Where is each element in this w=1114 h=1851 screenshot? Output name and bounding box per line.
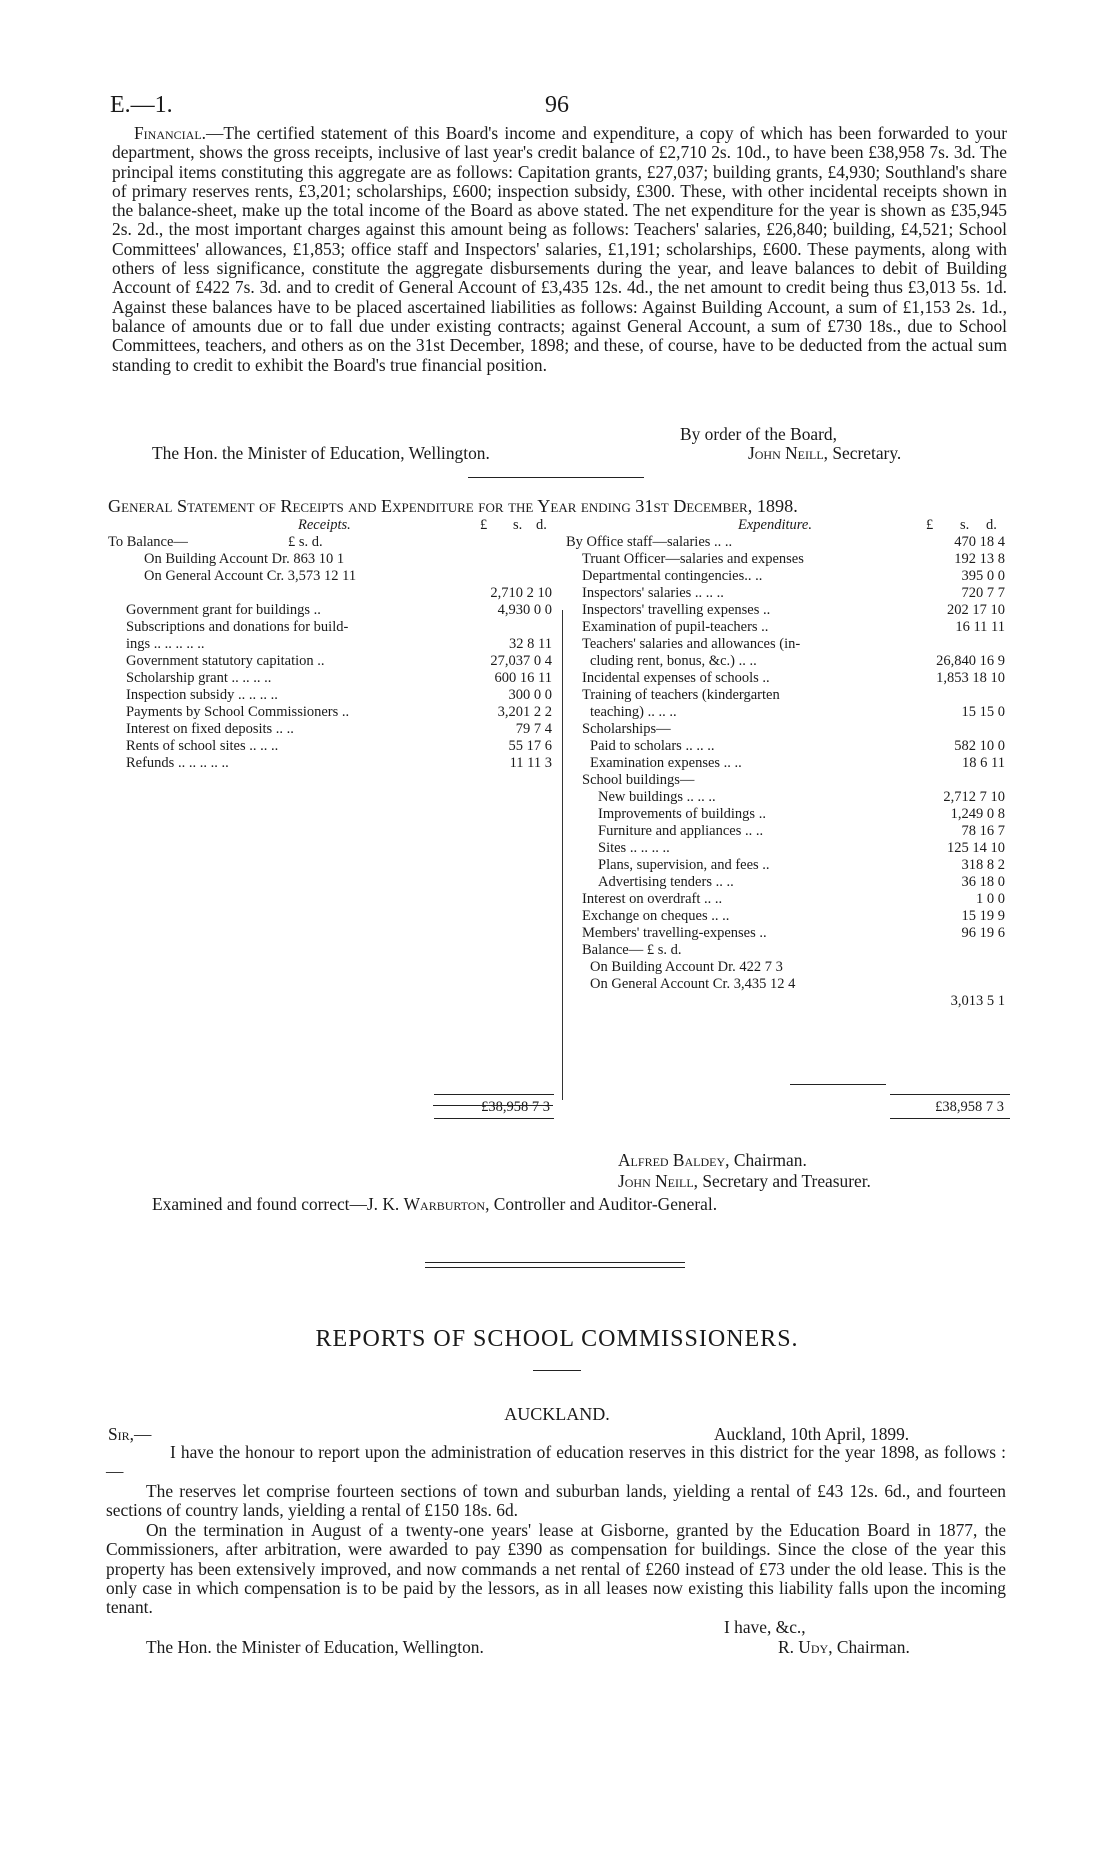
examined-pre: Examined and found correct—J. K. bbox=[152, 1194, 404, 1214]
expenditure-amount: 96 19 6 bbox=[961, 925, 1005, 941]
expenditure-label: teaching) .. .. .. bbox=[590, 704, 677, 720]
receipts-row bbox=[108, 738, 556, 755]
expenditure-row bbox=[566, 704, 1011, 721]
receipts-amount: 3,201 2 2 bbox=[497, 704, 552, 720]
receipts-label: Rents of school sites .. .. .. bbox=[126, 738, 279, 754]
expenditure-row bbox=[566, 891, 1011, 908]
expenditure-label: Sites .. .. .. .. bbox=[598, 840, 670, 856]
expenditure-amount: 720 7 7 bbox=[961, 585, 1005, 601]
expenditure-total-rule-top bbox=[890, 1094, 1010, 1095]
expenditure-row bbox=[566, 959, 1011, 976]
expenditure-row bbox=[566, 840, 1011, 857]
expenditure-amount: 1,853 18 10 bbox=[936, 670, 1005, 686]
expenditure-row bbox=[566, 755, 1011, 772]
expenditure-label: Improvements of buildings .. bbox=[598, 806, 766, 822]
expenditure-label: Training of teachers (kindergarten bbox=[582, 687, 780, 703]
expenditure-row bbox=[566, 789, 1011, 806]
expenditure-amount: 470 18 4 bbox=[954, 534, 1005, 550]
receipts-label: Government statutory capitation .. bbox=[126, 653, 325, 669]
receipts-total: £38,958 7 3 bbox=[481, 1099, 550, 1115]
expenditure-amount: 16 11 11 bbox=[955, 619, 1005, 635]
expenditure-label: Advertising tenders .. .. bbox=[598, 874, 734, 890]
financial-signer-role: , Secretary. bbox=[823, 443, 902, 463]
receipts-label: Subscriptions and donations for build- bbox=[126, 619, 349, 635]
auditor-name: Warburton bbox=[403, 1194, 486, 1214]
expenditure-label: Scholarships— bbox=[582, 721, 671, 737]
expenditure-amount: 1 0 0 bbox=[976, 891, 1005, 907]
expenditure-row bbox=[566, 636, 1011, 653]
expenditure-label: Members' travelling-expenses .. bbox=[582, 925, 767, 941]
receipts-header-row bbox=[108, 517, 556, 534]
expenditure-label: Paid to scholars .. .. .. bbox=[590, 738, 715, 754]
expenditure-row bbox=[566, 670, 1011, 687]
receipts-amount: 2,710 2 10 bbox=[490, 585, 552, 601]
expenditure-amount: 1,249 0 8 bbox=[950, 806, 1005, 822]
double-rule-bottom bbox=[425, 1267, 685, 1268]
by-order-line: By order of the Board, bbox=[680, 424, 837, 444]
receipts-row bbox=[108, 653, 556, 670]
expenditure-amount: 15 15 0 bbox=[961, 704, 1005, 720]
section-divider bbox=[468, 477, 644, 478]
expenditure-row bbox=[566, 738, 1011, 755]
expenditure-amount: 36 18 0 bbox=[961, 874, 1005, 890]
expenditure-amount: 3,013 5 1 bbox=[950, 993, 1005, 1009]
expenditure-amount: 202 17 10 bbox=[947, 602, 1005, 618]
receipts-amount: 27,037 0 4 bbox=[490, 653, 552, 669]
receipts-amount: 11 11 3 bbox=[509, 755, 552, 771]
column-divider bbox=[562, 610, 563, 1100]
receipts-label: Refunds .. .. .. .. .. bbox=[126, 755, 229, 771]
expenditure-row bbox=[566, 857, 1011, 874]
reports-signer-name: R. Udy bbox=[778, 1637, 829, 1657]
expenditure-label: Incidental expenses of schools .. bbox=[582, 670, 770, 686]
receipts-row bbox=[108, 534, 556, 551]
financial-paragraph bbox=[112, 124, 1007, 375]
secretary-name: John Neill bbox=[618, 1171, 694, 1191]
expenditure-row bbox=[566, 823, 1011, 840]
receipts-label: On General Account Cr. 3,573 12 11 bbox=[144, 568, 357, 584]
receipts-row bbox=[108, 687, 556, 704]
expenditure-amount: 26,840 16 9 bbox=[936, 653, 1005, 669]
expenditure-label: Inspectors' travelling expenses .. bbox=[582, 602, 771, 618]
expenditure-label: School buildings— bbox=[582, 772, 695, 788]
lsd-shilling: s. bbox=[513, 517, 523, 533]
reports-title: REPORTS OF SCHOOL COMMISSIONERS. bbox=[315, 1326, 799, 1352]
financial-addressee: The Hon. the Minister of Education, Wellington. bbox=[152, 443, 490, 463]
closing: I have, &c., bbox=[724, 1617, 806, 1637]
receipts-label: Government grant for buildings .. bbox=[126, 602, 321, 618]
receipts-row bbox=[108, 585, 556, 602]
document-code: E.—1. bbox=[110, 92, 173, 118]
secretary-signature bbox=[618, 1171, 871, 1192]
expenditure-row bbox=[566, 925, 1011, 942]
reports-addressee: The Hon. the Minister of Education, Wellington. bbox=[146, 1637, 484, 1657]
expenditure-label: Furniture and appliances .. .. bbox=[598, 823, 764, 839]
receipts-row bbox=[108, 568, 556, 585]
expenditure-table bbox=[566, 517, 1011, 1010]
receipts-row bbox=[108, 670, 556, 687]
expenditure-row bbox=[566, 602, 1011, 619]
salutation: Sir,— bbox=[108, 1424, 152, 1444]
examined-post: , Controller and Auditor-General. bbox=[485, 1194, 718, 1214]
lsd-pence: d. bbox=[536, 517, 547, 533]
exp-lsd-pound: £ bbox=[926, 517, 934, 533]
receipts-amount: 55 17 6 bbox=[508, 738, 552, 754]
expenditure-label: Examination of pupil-teachers .. bbox=[582, 619, 769, 635]
receipts-row bbox=[108, 721, 556, 738]
expenditure-amount: 582 10 0 bbox=[954, 738, 1005, 754]
expenditure-row bbox=[566, 568, 1011, 585]
expenditure-row bbox=[566, 534, 1011, 551]
report-paragraph-3: On the termination in August of a twenty-one years' lease at Gisborne, granted by the Education Board in 1877, the Commissioners, after arbitration, were awarded to pay £390 as compensation for buildings. Since the close of the year this property has been extensively improved, and now commands a net rental of £260 instead of £73 under the old lease. This is the only case in which compensation is to be paid by the lessors, as in all leases now existing this liability falls upon the incoming tenant. bbox=[106, 1520, 1006, 1618]
expenditure-row bbox=[566, 687, 1011, 704]
expenditure-label: Examination expenses .. .. bbox=[590, 755, 742, 771]
financial-text: —The certified statement of this Board's income and expenditure, a copy of which has been forwarded to your department, shows the gross receipts, inclusive of last year's credit balance of £2,710 2s. 10d., to have been £38,958 7s. 3d. The principal items constituting this aggregate are as follows: Capitation grants, £27,037; building grants, £4,930; Southland's share of primary reserves rents, £3,201; scholarships, £600; inspection subsidy, £300. These, with other incidental receipts shown in the balance-sheet, make up the total income of the Board as above stated. The net expenditure for the year is shown as £35,945 2s. 2d., the most important charges against this amount being as follows: Teachers' salaries, £26,840; building, £4,521; School Committees' allowances, £1,853; office staff and Inspectors' salaries, £1,191; scholarships, £600. These payments, along with others of less significance, constitute the aggregate disbursements during the year, and leave balances to debit of Building Account of £422 7s. 3d. and to credit of General Account of £3,435 12s. 4d., the net amount to credit being thus £3,013 5s. 1d. Against these balances have to be placed ascertained liabilities as follows: Against Building Account, a sum of £1,153 2s. 1d., balance of amounts due or to fall due under existing contracts; against General Account, a sum of £730 18s., due to School Committees, teachers, and others as on the 31st December, 1898; and these, of course, have to be deducted from the actual sum standing to credit to exhibit the Board's true financial position. bbox=[112, 123, 1007, 375]
report-paragraph-2: The reserves let comprise fourteen sections of town and suburban lands, yielding a rental of £43 12s. 6d., and fourteen sections of country lands, yielding a rental of £150 18s. 6d. bbox=[106, 1481, 1006, 1521]
reports-signer-role: , Chairman. bbox=[828, 1637, 910, 1657]
expenditure-amount: 2,712 7 10 bbox=[943, 789, 1005, 805]
receipts-sub-heading: £ s. d. bbox=[288, 534, 323, 550]
exp-lsd-shilling: s. bbox=[960, 517, 970, 533]
expenditure-label: Plans, supervision, and fees .. bbox=[598, 857, 770, 873]
receipts-label: Inspection subsidy .. .. .. .. bbox=[126, 687, 278, 703]
expenditure-amount: 318 8 2 bbox=[961, 857, 1005, 873]
expenditure-label: Departmental contingencies.. .. bbox=[582, 568, 763, 584]
receipts-heading: Receipts. bbox=[298, 517, 351, 533]
receipts-label: To Balance— bbox=[108, 534, 188, 550]
expenditure-label: Balance— £ s. d. bbox=[582, 942, 682, 958]
expenditure-row bbox=[566, 619, 1011, 636]
auditor-line bbox=[152, 1194, 717, 1215]
financial-signature bbox=[748, 443, 901, 464]
expenditure-total-rule-bottom bbox=[890, 1118, 1010, 1119]
expenditure-header-row bbox=[566, 517, 1011, 534]
secretary-role: , Secretary and Treasurer. bbox=[693, 1171, 871, 1191]
expenditure-row bbox=[566, 806, 1011, 823]
receipts-row bbox=[108, 619, 556, 636]
financial-signer-name: John Neill bbox=[748, 443, 824, 463]
expenditure-row bbox=[566, 721, 1011, 738]
receipts-amount: 32 8 11 bbox=[509, 636, 552, 652]
receipts-label: Payments by School Commissioners .. bbox=[126, 704, 350, 720]
expenditure-label: Inspectors' salaries .. .. .. bbox=[582, 585, 724, 601]
reports-subtitle: AUCKLAND. bbox=[504, 1404, 610, 1424]
receipts-label: ings .. .. .. .. .. bbox=[126, 636, 205, 652]
chairman-signature bbox=[618, 1150, 807, 1171]
chairman-name: Alfred Baldey bbox=[618, 1150, 726, 1170]
expenditure-row bbox=[566, 908, 1011, 925]
receipts-label: On Building Account Dr. 863 10 1 bbox=[144, 551, 345, 567]
expenditure-row bbox=[566, 976, 1011, 993]
report-paragraph-1: I have the honour to report upon the administration of education reserves in this district for the year 1898, as follows :— bbox=[106, 1442, 1006, 1482]
expenditure-heading: Expenditure. bbox=[738, 517, 812, 533]
page-number: 96 bbox=[545, 92, 569, 118]
expenditure-label: On Building Account Dr. 422 7 3 bbox=[590, 959, 783, 975]
expenditure-row bbox=[566, 993, 1011, 1010]
expenditure-row bbox=[566, 772, 1011, 789]
receipts-total-rule-top bbox=[434, 1094, 554, 1095]
expenditure-label: Teachers' salaries and allowances (in- bbox=[582, 636, 801, 652]
receipts-amount: 79 7 4 bbox=[515, 721, 552, 737]
reports-signature bbox=[778, 1637, 910, 1658]
double-rule-top bbox=[425, 1262, 685, 1263]
receipts-total-rule-bottom bbox=[434, 1118, 554, 1119]
reports-title-rule bbox=[533, 1370, 581, 1371]
balance-subtotal-rule bbox=[790, 1084, 886, 1085]
receipts-table bbox=[108, 517, 556, 772]
expenditure-label: Interest on overdraft .. .. bbox=[582, 891, 723, 907]
receipts-row bbox=[108, 551, 556, 568]
receipts-label: Scholarship grant .. .. .. .. bbox=[126, 670, 272, 686]
expenditure-row bbox=[566, 585, 1011, 602]
receipts-amount: 600 16 11 bbox=[494, 670, 552, 686]
receipts-row bbox=[108, 602, 556, 619]
expenditure-amount: 18 6 11 bbox=[962, 755, 1005, 771]
expenditure-amount: 78 16 7 bbox=[961, 823, 1005, 839]
place-date: Auckland, 10th April, 1899. bbox=[714, 1424, 910, 1444]
expenditure-amount: 395 0 0 bbox=[961, 568, 1005, 584]
expenditure-label: On General Account Cr. 3,435 12 4 bbox=[590, 976, 796, 992]
expenditure-amount: 125 14 10 bbox=[947, 840, 1005, 856]
receipts-label: Interest on fixed deposits .. .. bbox=[126, 721, 294, 737]
expenditure-total: £38,958 7 3 bbox=[935, 1099, 1004, 1115]
expenditure-row bbox=[566, 653, 1011, 670]
exp-lsd-pence: d. bbox=[986, 517, 997, 533]
expenditure-row bbox=[566, 942, 1011, 959]
receipts-row bbox=[108, 755, 556, 772]
statement-title: General Statement of Receipts and Expenditure for the Year ending 31st December, 1898. bbox=[108, 496, 798, 516]
receipts-amount: 4,930 0 0 bbox=[497, 602, 552, 618]
receipts-amount: 300 0 0 bbox=[508, 687, 552, 703]
chairman-role: , Chairman. bbox=[725, 1150, 807, 1170]
expenditure-label: By Office staff—salaries .. .. bbox=[566, 534, 733, 550]
expenditure-label: New buildings .. .. .. bbox=[598, 789, 716, 805]
expenditure-amount: 192 13 8 bbox=[954, 551, 1005, 567]
expenditure-label: cluding rent, bonus, &c.) .. .. bbox=[590, 653, 757, 669]
expenditure-row bbox=[566, 874, 1011, 891]
expenditure-label: Truant Officer—salaries and expenses bbox=[582, 551, 804, 567]
lsd-pound: £ bbox=[480, 517, 488, 533]
financial-lead: Financial. bbox=[134, 123, 207, 143]
receipts-row bbox=[108, 636, 556, 653]
receipts-row bbox=[108, 704, 556, 721]
expenditure-label: Exchange on cheques .. .. bbox=[582, 908, 730, 924]
expenditure-row bbox=[566, 551, 1011, 568]
expenditure-amount: 15 19 9 bbox=[961, 908, 1005, 924]
